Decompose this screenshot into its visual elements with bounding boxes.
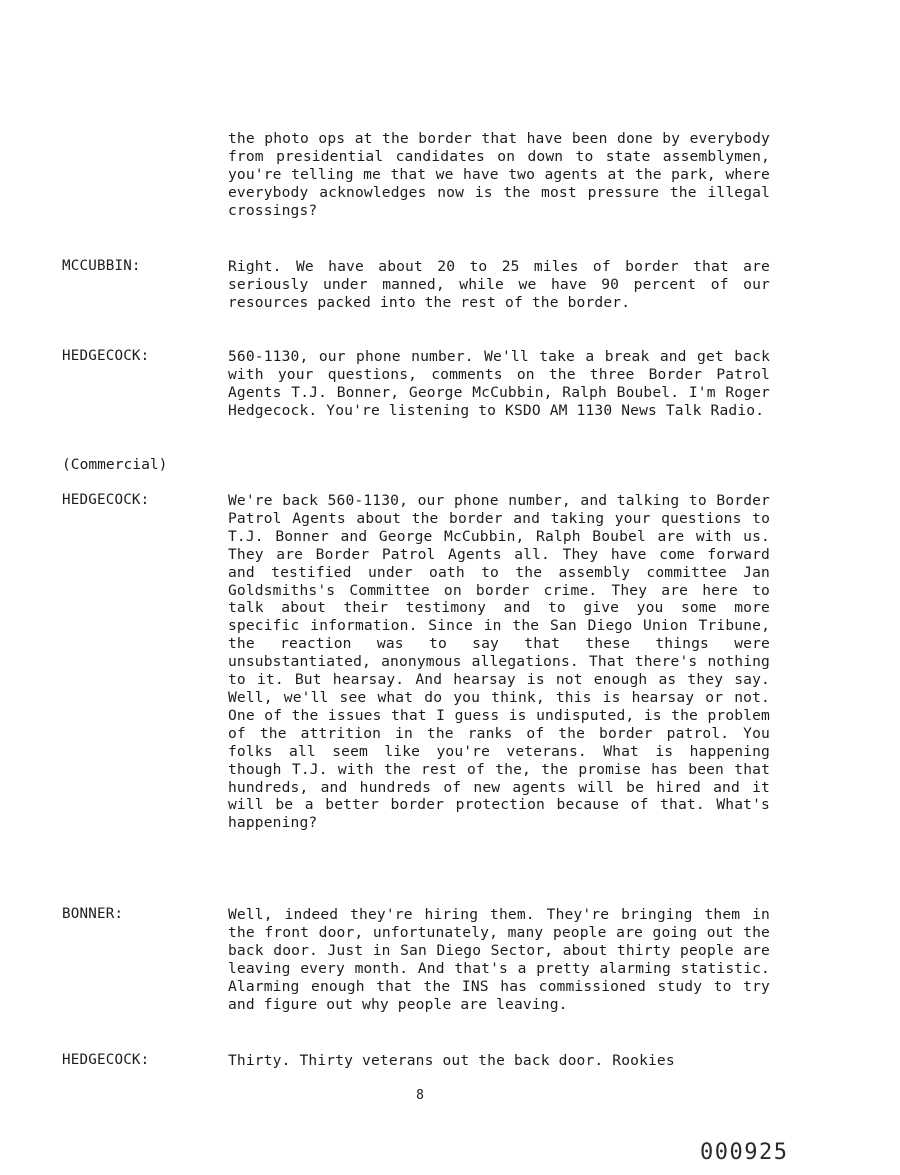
speech-text: We're back 560-1130, our phone number, and talking to Border Patrol Agents about the border and taking your questions to T.J. Bonner and George McCubbin, Ralph Boubel are with us. They are Border Patrol Agents all. They have come forward and testified under oath to the assembly committee Jan Goldsmiths's Committee on border crime. They are here to talk about their testimony and to give you some more specific information. Since in the San Diego Union Tribune, the reaction was to say that these things were unsubstantiated, anonymous allegations. That there's nothing to it. But hearsay. And hearsay is not enough as they say. Well, we'll see what do you think, this is hearsay or not. One of the issues that I guess is undisputed, is the problem of the attrition in the ranks of the border patrol. You folks all seem like you're veterans. What is happening though T.J. with the rest of the, the promise has been that hundreds, and hundreds of new agents will be hired and it will be a better border protection because of that. What's happening? xyxy=(228,492,770,832)
speech-text: Well, indeed they're hiring them. They're bringing them in the front door, unfortunately, many people are going out the back door. Just in San Diego Sector, about thirty people are leaving every month. And that's a pretty alarming statistic. Alarming enough that the INS has commissioned study to try and figure out why people are leaving. xyxy=(228,906,770,1013)
speaker-label: HEDGECOCK: xyxy=(62,348,150,364)
speech-text: the photo ops at the border that have been done by everybody from presidential candidates on down to state assemblymen, you're telling me that we have two agents at the park, where everybody acknowledges now is the most pressure the illegal crossings? xyxy=(228,130,770,219)
speech-text: Right. We have about 20 to 25 miles of border that are seriously under manned, while we have 90 percent of our resources packed into the rest of the border. xyxy=(228,258,770,311)
speech-text: Thirty. Thirty veterans out the back door. Rookies xyxy=(228,1052,675,1069)
speaker-label: MCCUBBIN: xyxy=(62,258,141,274)
bates-number: 000925 xyxy=(700,1140,789,1165)
speaker-label: BONNER: xyxy=(62,906,124,922)
speaker-label: HEDGECOCK: xyxy=(62,492,150,508)
commercial-label: (Commercial) xyxy=(62,456,168,473)
speaker-label: HEDGECOCK: xyxy=(62,1052,150,1068)
page-number: 8 xyxy=(416,1088,424,1103)
speech-text: 560-1130, our phone number. We'll take a break and get back with your questions, comments on the three Border Patrol Agents T.J. Bonner, George McCubbin, Ralph Boubel. I'm Roger Hedgecock. You're listening to KSDO AM 1130 News Talk Radio. xyxy=(228,348,770,419)
